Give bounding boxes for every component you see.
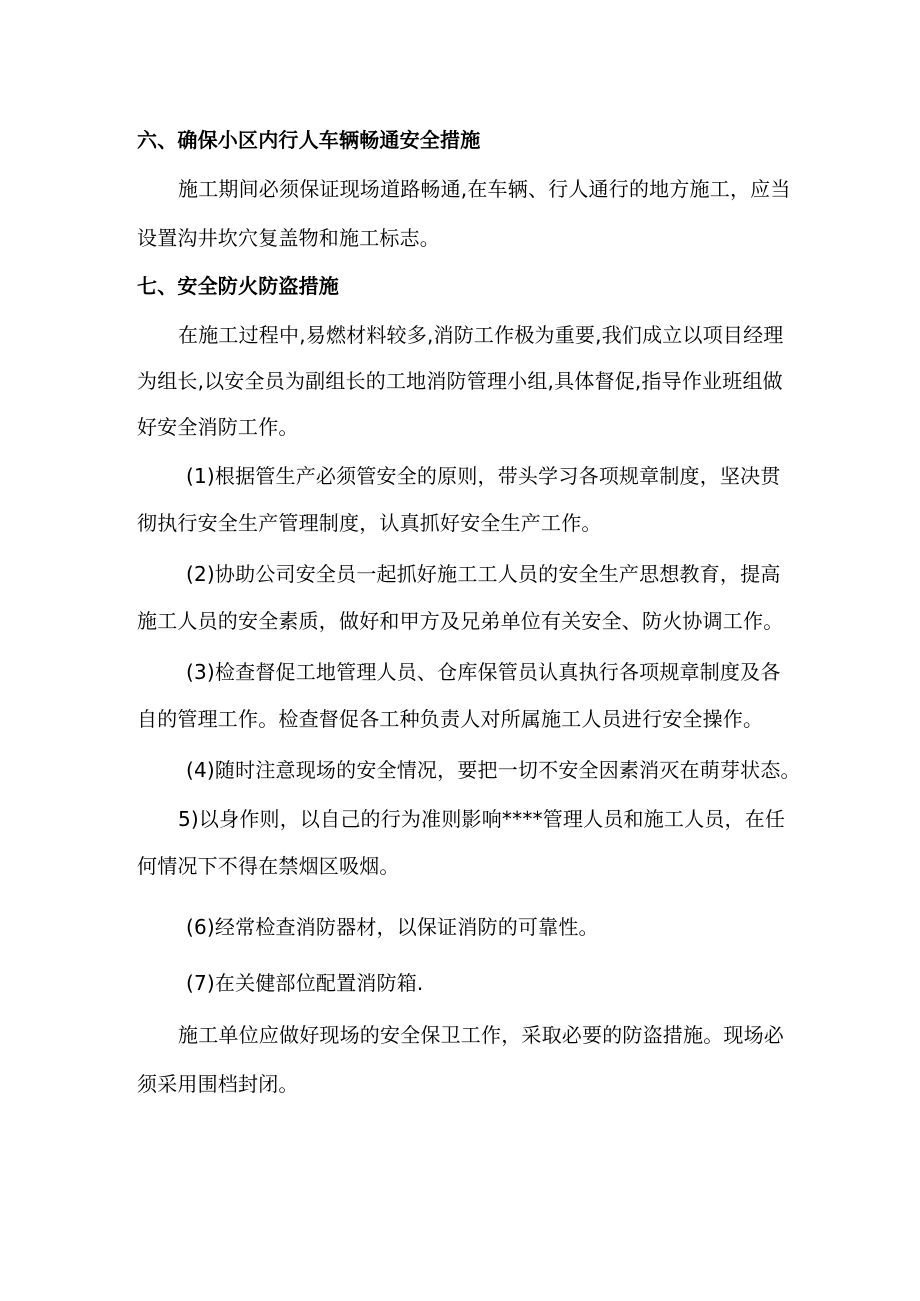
section-6-heading: 六、确保小区内行人车辆畅通安全措施 [137, 128, 481, 152]
item-3-line-1: (3)检查督促工地管理人员、仓库保管员认真执行各项规章制度及各 [186, 660, 781, 684]
item-2-line-2: 施工人员的安全素质，做好和甲方及兄弟单位有关安全、防火协调工作。 [137, 609, 784, 633]
section-7-intro-line-2: 为组长,以安全员为副组长的工地消防管理小组,具体督促,指导作业班组做 [137, 369, 783, 393]
closing-paragraph-line-2: 须采用围档封闭。 [137, 1072, 299, 1096]
closing-paragraph-line-1: 施工单位应做好现场的安全保卫工作，采取必要的防盗措施。现场必 [178, 1023, 784, 1047]
item-1-line-1: (1)根据管生产必须管安全的原则，带头学习各项规章制度，坚决贯 [186, 464, 781, 488]
item-6-line-1: (6)经常检查消防器材，以保证消防的可靠性。 [186, 915, 599, 939]
section-7-heading: 七、安全防火防盗措施 [137, 274, 339, 298]
section-6-paragraph-line-2: 设置沟井坎穴复盖物和施工标志。 [137, 226, 440, 250]
item-4-line-1: (4)随时注意现场的安全情况，要把一切不安全因素消灭在萌芽状态。 [186, 758, 801, 782]
item-5-line-1: 5)以身作则，以自己的行为准则影响****管理人员和施工人员，在任 [178, 807, 786, 831]
item-5-line-2: 何情况下不得在禁烟区吸烟。 [137, 854, 400, 878]
item-2-line-1: (2)协助公司安全员一起抓好施工工人员的安全生产思想教育，提高 [186, 562, 781, 586]
item-7-line-1: (7)在关健部位配置消防箱. [186, 971, 424, 995]
section-7-intro-line-1: 在施工过程中,易燃材料较多,消防工作极为重要,我们成立以项目经理 [178, 323, 784, 347]
item-1-line-2: 彻执行安全生产管理制度，认真抓好安全生产工作。 [137, 511, 602, 535]
section-7-intro-line-3: 好安全消防工作。 [137, 415, 299, 439]
section-6-paragraph-line-1: 施工期间必须保证现场道路畅通,在车辆、行人通行的地方施工，应当 [178, 177, 791, 201]
item-3-line-2: 自的管理工作。检查督促各工种负责人对所属施工人员进行安全操作。 [137, 707, 764, 731]
